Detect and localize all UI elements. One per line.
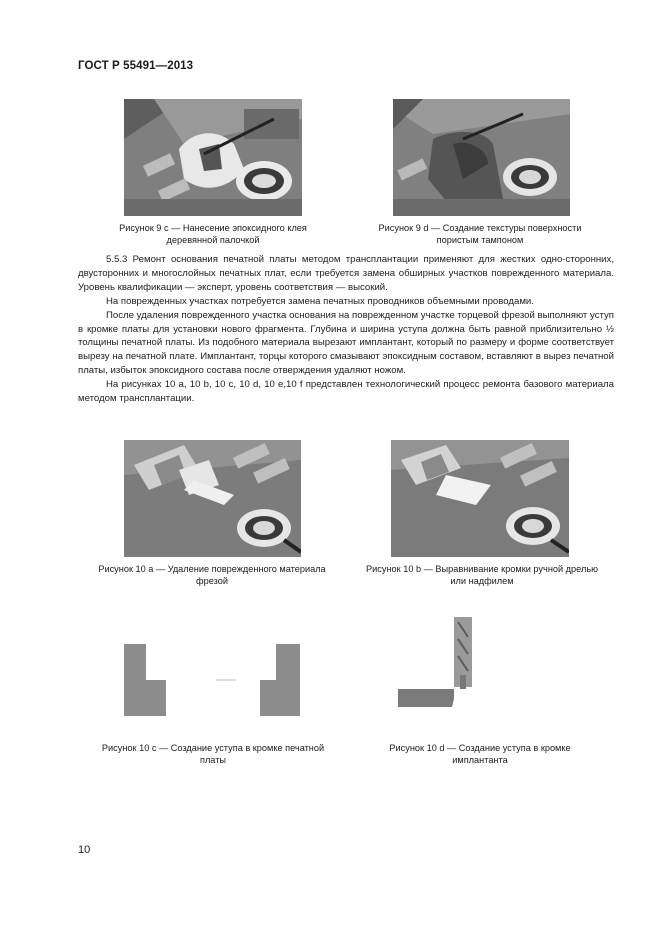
figure-10b-photo	[391, 440, 569, 557]
page-number: 10	[78, 844, 91, 856]
caption-line: деревянной палочкой	[166, 235, 260, 245]
figure-9c-caption	[95, 222, 331, 246]
caption-line: пористым тампоном	[436, 235, 524, 245]
figure-9d-caption	[360, 222, 600, 246]
paragraph-figures-reference: На рисунках 10 a, 10 b, 10 с, 10 d, 10 e,10 f представлен технологический процесс ремонта базового материала методом трансплантации.	[78, 379, 614, 405]
paragraph-conductors: На поврежденных участках потребуется замена печатных проводников объемными проводами.	[106, 295, 534, 307]
body-text	[78, 253, 614, 406]
caption-line: платы	[199, 755, 227, 765]
caption-line: имплантанта	[452, 755, 508, 765]
figure-10a-caption	[82, 563, 342, 587]
figure-10d-drawing	[396, 617, 486, 709]
paragraph-procedure: После удаления поврежденного участка основания на поврежденном участке торцевой фрезой выполняют уступ в кромке платы для установки нового фрагмента. Глубина и ширина уступа должна быть равной приблизительно ½ толщины печатной платы. Из подобного материала вырезают имплантант, который по размеру и форме соответствует вырезу на печатной плате. Имплантант, торцы которого смазывают эпоксидным составом, вставляют в вырез печатной платы, избыток эпоксидного состава после отверждения удаляют ножом.	[78, 309, 614, 377]
caption-line: Рисунок 9 с — Нанесение эпоксидного клея	[119, 223, 307, 233]
figure-10c-caption	[82, 742, 344, 766]
figure-10b-caption	[352, 563, 612, 587]
caption-line: Рисунок 10 b — Выравнивание кромки ручной дрелью	[366, 564, 598, 574]
caption-line: Рисунок 10 с — Создание уступа в кромке печатной	[101, 743, 325, 753]
caption-line: Рисунок 10 a — Удаление поврежденного материала	[98, 564, 326, 574]
figure-9c-photo	[124, 99, 302, 216]
caption-line: Рисунок 10 d — Создание уступа в кромке	[389, 743, 571, 753]
caption-line: или надфилем	[450, 576, 514, 586]
caption-line: Рисунок 9 d — Создание текстуры поверхности	[378, 223, 582, 233]
figure-10a-photo	[124, 440, 301, 557]
paragraph-5-5-3: 5.5.3 Ремонт основания печатной платы методом трансплантации применяют для жестких одно-сторонних, двусторонних и многослойных печатных плат, если требуется замена обширных участков поврежденного материала. Уровень квалификации — эксперт, уровень соответствия — высокий.	[78, 254, 614, 293]
caption-line: фрезой	[196, 576, 228, 586]
figure-10d-caption	[360, 742, 600, 766]
figure-9d-photo	[393, 99, 570, 216]
page-header-standard: ГОСТ Р 55491—2013	[78, 60, 194, 72]
figure-10c-drawing	[124, 644, 300, 716]
